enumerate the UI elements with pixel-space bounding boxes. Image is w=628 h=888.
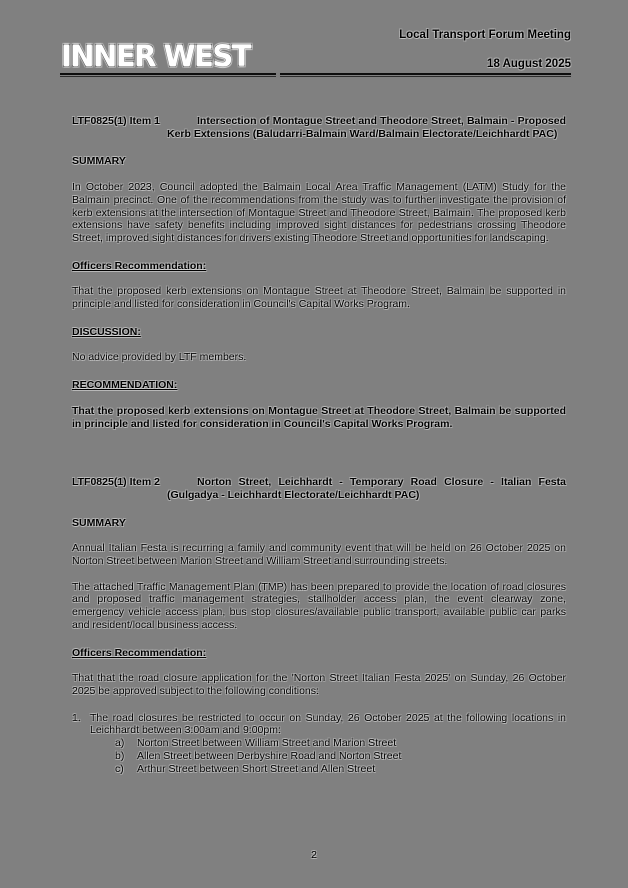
item-2-heading: [72, 476, 566, 501]
item-1-heading: [72, 115, 566, 140]
item-1-recommendation-heading: RECOMMENDATION:: [72, 379, 178, 392]
condition-1-sub-c-label: c): [115, 762, 124, 775]
item-2-title: Norton Street, Leichhardt - Temporary Road Closure - Italian Festa (Gulgadya - Leichhardt Electorate/Leichhardt PAC): [167, 476, 566, 501]
document-body: [72, 115, 566, 775]
item-1-officers-recommendation-text: That the proposed kerb extensions on Montague Street at Theodore Street, Balmain be supported in principle and listed for consideration in Council's Capital Works Program.: [72, 285, 566, 311]
item-2-ref: LTF0825(1) Item 2: [72, 476, 160, 489]
item-2-summary-paragraph-2: The attached Traffic Management Plan (TMP) has been prepared to provide the location of road closures and proposed traffic management strategies, stallholder access plan, the event clearway zone, emergency vehicle access plan, bus stop closures/available public transport, available public car parks and resident/local business access.: [72, 580, 566, 631]
item-2-summary-paragraph-1: Annual Italian Festa is recurring a family and community event that will be held on 26 October 2025 on Norton Street between Marion Street and William Street and surrounding streets.: [72, 542, 566, 568]
logo-wordmark: INNER WEST: [61, 39, 251, 73]
condition-1-sub-b-label: b): [115, 749, 125, 762]
item-1-ref: LTF0825(1) Item 1: [72, 115, 160, 127]
page-number: 2: [311, 849, 317, 861]
item-1-summary-paragraph: In October 2023, Council adopted the Balmain Local Area Traffic Management (LATM) Study for the Balmain precinct. One of the recommendations from the study was to further investigate the provision of kerb extensions at the intersection of Montague Street and Theodore Street, Balmain. The proposed kerb extensions have safety benefits including improved sight distances for pedestrians crossing Theodore Street, improved sight distances for drivers existing Theodore Street and opportunities for landscaping.: [72, 181, 566, 244]
condition-1-sub-a-label: a): [115, 737, 125, 750]
agenda-item-2: [72, 476, 566, 775]
condition-1-sub-a-text: Norton Street between William Street and Marion Street: [137, 737, 397, 750]
condition-1: [72, 712, 566, 737]
item-2-officers-recommendation-heading: Officers Recommendation:: [72, 646, 207, 659]
item-1-discussion-heading: DISCUSSION:: [72, 325, 141, 338]
meeting-date: 18 August 2025: [487, 58, 571, 70]
header-divider-notch: [276, 73, 280, 78]
condition-1-sub-c-text: Arthur Street between Short Street and Allen Street: [137, 762, 376, 775]
condition-1-text: The road closures be restricted to occur on Sunday, 26 October 2025 at the following locations in Leichhardt between 3:00am and 9:00pm:: [90, 711, 566, 737]
item-1-discussion-text: No advice provided by LTF members.: [72, 351, 247, 364]
item-1-officers-recommendation-heading: Officers Recommendation:: [72, 259, 207, 272]
header-divider: [60, 73, 571, 77]
item-2-summary-heading: SUMMARY: [72, 516, 126, 529]
item-2-officers-recommendation-text: That that the road closure application for the 'Norton Street Italian Festa 2025' on Sunday, 26 October 2025 be approved subject to the following conditions:: [72, 672, 566, 697]
item-1-title: Intersection of Montague Street and Theodore Street, Balmain - Proposed Kerb Extensions (Baludarri-Balmain Ward/Balmain Electorate/Leichhardt PAC): [167, 115, 566, 140]
condition-1-sub-b: [115, 750, 566, 763]
inner-west-logo: [60, 37, 275, 75]
condition-1-sub-c: [115, 763, 566, 776]
header-right: [399, 29, 571, 71]
item-1-summary-heading: SUMMARY: [72, 155, 126, 168]
condition-1-sub-b-text: Allen Street between Derbyshire Road and Norton Street: [137, 749, 402, 762]
item-1-recommendation-text: That the proposed kerb extensions on Montague Street at Theodore Street, Balmain be supported in principle and listed for consideration in Council's Capital Works Program.: [72, 404, 566, 430]
meeting-title: Local Transport Forum Meeting: [399, 29, 571, 41]
condition-1-number: 1.: [72, 711, 81, 724]
condition-1-sub-a: [115, 737, 566, 750]
agenda-item-1: [72, 115, 566, 430]
